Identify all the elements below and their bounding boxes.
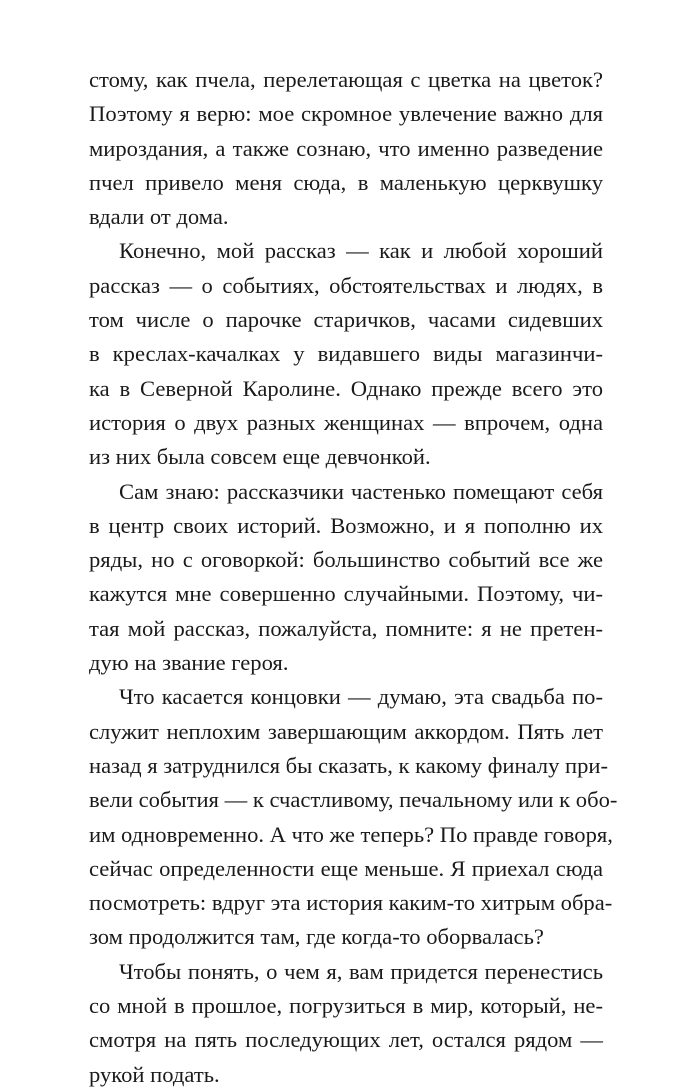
text-line: рукой подать.: [89, 1061, 220, 1087]
text-line: из них была совсем еще девчонкой.: [89, 444, 431, 470]
text-line: ряды, но с оговоркой: большинство событий все же: [89, 547, 603, 573]
text-line: зом продолжится там, где когда-то оборвалась?: [89, 924, 544, 950]
text-line: посмотреть: вдруг эта история каким-то хитрым обра-: [89, 890, 613, 916]
text-line: вдали от дома.: [89, 204, 229, 230]
paragraph: [89, 680, 618, 954]
text-line: в креслах-качалках у видавшего виды магазинчи-: [89, 341, 603, 367]
text-line: Чтобы понять, о чем я, вам придется перенестись: [119, 958, 603, 984]
body-text: [89, 63, 618, 1092]
text-line: со мной в прошлое, погрузиться в мир, который, не-: [89, 993, 603, 1019]
paragraph: [89, 63, 603, 234]
text-line: Что касается концовки — думаю, эта свадьба по-: [119, 684, 603, 710]
text-line: кажутся мне совершенно случайными. Поэтому, чи-: [89, 581, 603, 607]
text-line: смотря на пять последующих лет, остался рядом —: [89, 1027, 603, 1053]
text-line: Поэтому я верю: мое скромное увлечение важно для: [89, 101, 603, 127]
text-line: сейчас определенности еще меньше. Я приехал сюда: [89, 855, 603, 881]
text-line: рассказ — о событиях, обстоятельствах и людях, в: [89, 272, 603, 298]
text-line: история о двух разных женщинах — впрочем, одна: [89, 409, 603, 435]
text-line: Конечно, мой рассказ — как и любой хороший: [119, 238, 603, 264]
text-line: мироздания, а также сознаю, что именно разведение: [89, 135, 603, 161]
paragraph: [89, 955, 603, 1092]
text-line: Сам знаю: рассказчики частенько помещают себя: [119, 478, 603, 504]
text-line: стому, как пчела, перелетающая с цветка на цветок?: [89, 67, 603, 92]
text-line: им одновременно. А что же теперь? По правде говоря,: [89, 821, 613, 847]
text-line: вели события — к счастливому, печальному или к обо-: [89, 787, 618, 813]
text-line: ка в Северной Каролине. Однако прежде всего это: [89, 375, 603, 401]
paragraph: [89, 234, 603, 474]
text-line: пчел привело меня сюда, в маленькую церквушку: [89, 169, 603, 195]
paragraph: [89, 475, 603, 681]
text-line: тая мой рассказ, пожалуйста, помните: я не претен-: [89, 615, 603, 641]
text-line: назад я затруднился бы сказать, к какому финалу при-: [89, 752, 609, 778]
text-line: в центр своих историй. Возможно, и я пополню их: [89, 512, 603, 538]
text-line: служит неплохим завершающим аккордом. Пять лет: [89, 718, 603, 744]
text-line: дую на звание героя.: [89, 650, 289, 676]
text-line: том числе о парочке старичков, часами сидевших: [89, 307, 603, 333]
